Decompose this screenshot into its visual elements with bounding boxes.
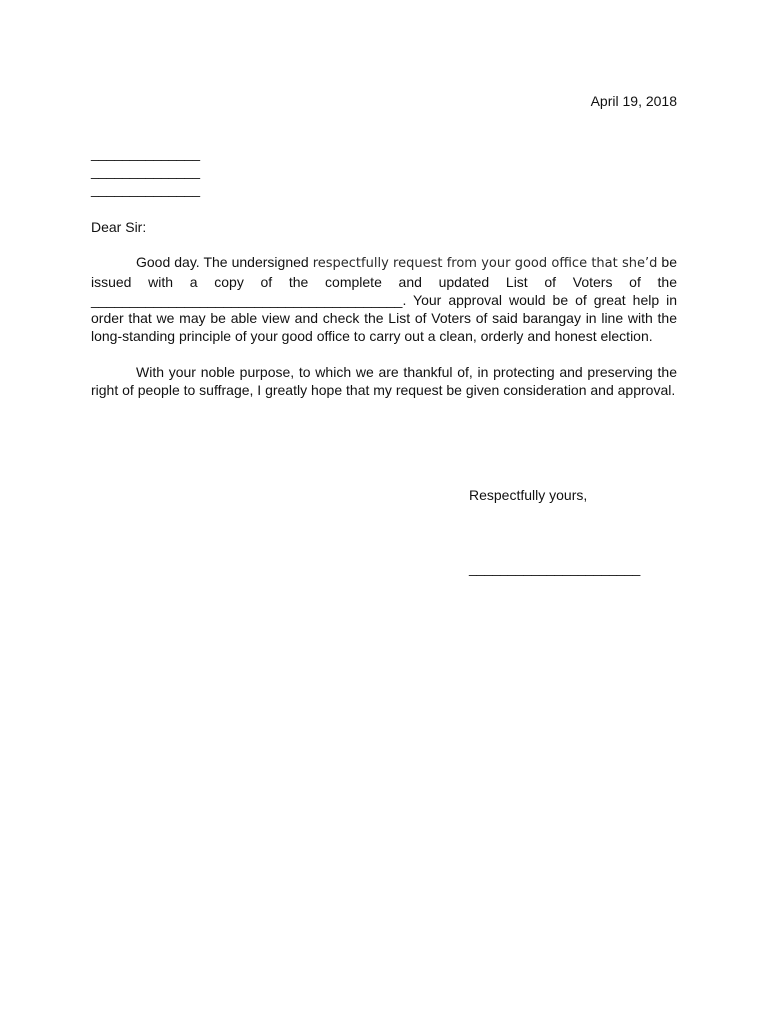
paragraph-request-highlight: respectfully request from your good office that she’d xyxy=(312,256,658,271)
address-line: ______________ xyxy=(91,181,201,197)
paragraph-purpose: With your noble purpose, to which we are thankful of, in protecting and preserving the right of people to suffrage, I greatly hope that my request be given consideration and approval. xyxy=(91,364,677,398)
letter-date: April 19, 2018 xyxy=(590,93,677,109)
signature-line: ______________________ xyxy=(469,560,641,576)
salutation: Dear Sir: xyxy=(91,219,147,235)
paragraph-request-start: Good day. The undersigned xyxy=(136,254,313,270)
recipient-address-block xyxy=(91,144,200,198)
closing: Respectfully yours, xyxy=(469,487,588,503)
paragraph-request-end: be issued with a copy of the complete and updated List of Voters of the ________________________________________. Your approval would be of great help in order that we may be able view and check the List of Voters of said barangay in line with the long-standing principle of your good office to carry out a clean, orderly and honest election. xyxy=(91,254,677,344)
paragraph-request xyxy=(91,253,677,345)
letter-body xyxy=(91,253,677,417)
address-line: ______________ xyxy=(91,145,201,161)
address-line: ______________ xyxy=(91,163,201,179)
